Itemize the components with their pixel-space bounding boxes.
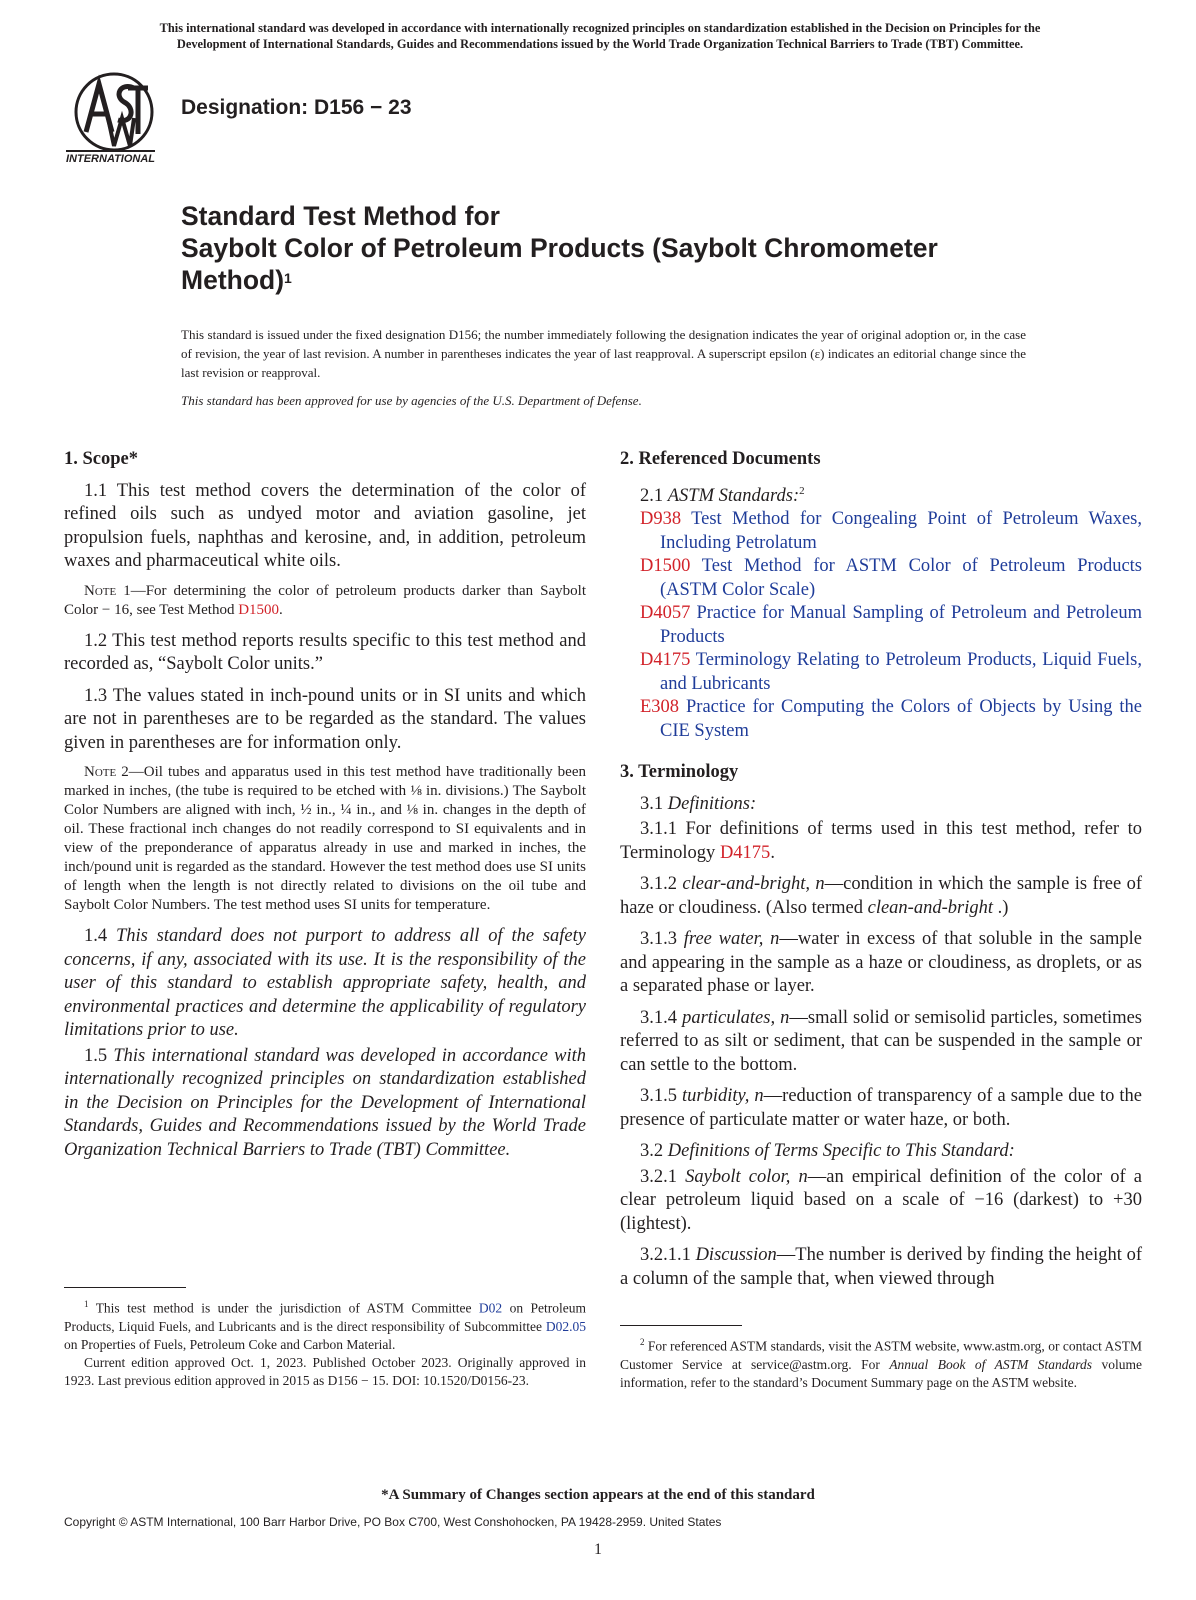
section-referenced-documents-heading: 2. Referenced Documents [620, 449, 821, 469]
title-footnote-mark[interactable]: 1 [284, 270, 292, 286]
link-d1500[interactable]: D1500 [238, 601, 280, 618]
referenced-documents-list [620, 508, 1142, 743]
reference-item[interactable]: D4175 Terminology Relating to Petroleum Products, Liquid Fuels, and Lubricants [640, 650, 1142, 694]
top-notice [60, 20, 1140, 52]
paragraph-1-1: 1.1 This test method covers the determination of the color of refined oils such as undyed motor and aviation gasoline, jet propulsion fuels, naphthas and kerosine, and, in addition, petroleum waxes and pharmaceutical white oils. [64, 480, 586, 571]
reference-item[interactable]: E308 Practice for Computing the Colors of Objects by Using the CIE System [640, 697, 1142, 741]
left-column [64, 448, 586, 1170]
dod-approval-note: This standard has been approved for use by agencies of the U.S. Department of Defense. [181, 393, 642, 408]
paragraph-3-1-1: 3.1.1 For definitions of terms used in this test method, refer to Terminology D4175. [620, 819, 1142, 863]
astm-logo [64, 70, 172, 168]
reference-item[interactable]: D938 Test Method for Congealing Point of Petroleum Waxes, Including Petrolatum [640, 509, 1143, 553]
paragraph-3-1: 3.1 Definitions: [640, 793, 757, 814]
paragraph-1-5: 1.5 This international standard was developed in accordance with internationally recognized principles on standardization established in the Decision on Principles for the Development of International Standards, Guides and Recommendations issued by the World Trade Organization Technical Barriers to Trade (TBT) Committee. [64, 1045, 587, 1160]
note-2: Note 2—Oil tubes and apparatus used in this test method have traditionally been marked in inches, (the tube is required to be etched with ⅛ in. divisions.) The Saybolt Color Numbers are aligned with inch, ½ in., ¼ in., and ⅛ in. changes in the depth of oil. These fractional inch changes do not readily correspond to SI equivalents and in view of the preponderance of apparatus already in use and marked in inches, the inch/pound unit is regarded as the standard. However the test method does use SI units of length when the length is not directly related to divisions on the oil tube and Saybolt Color Numbers. The test method uses SI units for temperature. [64, 764, 586, 913]
astm-standards-subheading: 2.1 ASTM Standards:$^2$ [640, 484, 805, 506]
footnote-2: $^2$ For referenced ASTM standards, visit the ASTM website, www.astm.org, or contact ASTM Customer Service at service@astm.org. For Annual Book of ASTM Standards volume information, refer to the standard’s Document Summary page on the ASTM website. [620, 1337, 1142, 1390]
notice-line-1: This international standard was developed in accordance with internationally recognized principles on standardization established in the Decision on Principles for the [159, 21, 1041, 35]
paragraph-3-1-5: 3.1.5 turbidity, n—reduction of transparency of a sample due to the presence of particulate matter or water haze, or both. [620, 1086, 1143, 1130]
link-d02[interactable]: D02 [478, 1300, 503, 1316]
footnote-rule-left [64, 1287, 186, 1288]
note-1: Note 1—For determining the color of petroleum products darker than Saybolt Color − 16, see Test Method D1500. [64, 582, 586, 618]
title-line-2: Saybolt Color of Petroleum Products (Saybolt Chromometer [181, 233, 938, 263]
paragraph-1-3: 1.3 The values stated in inch-pound units or in SI units and which are not in parentheses are to be regarded as the standard. The values given in parentheses are for information only. [64, 685, 586, 753]
summary-of-changes-note: *A Summary of Changes section appears at the end of this standard [381, 1487, 815, 1503]
logo-text: INTERNATIONAL [66, 150, 155, 165]
paragraph-3-2-1-1: 3.2.1.1 Discussion—The number is derived by finding the height of a column of the sample that, when viewed through [620, 1245, 1143, 1289]
paragraph-3-2: 3.2 Definitions of Terms Specific to This Standard: [640, 1141, 1015, 1162]
paragraph-3-2-1: 3.2.1 Saybolt color, n—an empirical definition of the color of a clear petroleum liquid based on a scale of −16 (darkest) to +30 (lightest). [620, 1166, 1142, 1234]
paragraph-3-1-4: 3.1.4 particulates, n—small solid or semisolid particles, sometimes referred to as silt or sediment, that can be suspended in the sample or can settle to the bottom. [620, 1007, 1143, 1075]
page-number: 1 [594, 1541, 602, 1558]
section-scope-heading: 1. Scope* [64, 449, 138, 469]
designation: Designation: D156 − 23 [181, 96, 412, 119]
title-line-1: Standard Test Method for [181, 201, 500, 231]
paragraph-3-1-2: 3.1.2 clear-and-bright, n—condition in which the sample is free of haze or cloudiness. (Also termed clean-and-bright .) [620, 874, 1143, 918]
reference-item[interactable]: D1500 Test Method for ASTM Color of Petroleum Products (ASTM Color Scale) [640, 556, 1142, 600]
paragraph-1-2: 1.2 This test method reports results specific to this test method and recorded as, “Saybolt Color units.” [64, 630, 586, 674]
copyright-line: Copyright © ASTM International, 100 Barr Harbor Drive, PO Box C700, West Conshohocken, PA 19428-2959. United States [64, 1515, 722, 1529]
section-terminology-heading: 3. Terminology [620, 762, 739, 783]
title-line-3: Method) [181, 265, 285, 295]
paragraph-3-1-3: 3.1.3 free water, n—water in excess of that soluble in the sample and appearing in the sample as a haze or cloudiness, as droplets, or as a separated phase or layer. [620, 929, 1142, 997]
issuance-note: This standard is issued under the fixed designation D156; the number immediately following the designation indicates the year of original adoption or, in the case of revision, the year of last revision. A number in parentheses indicates the year of last reapproval. A superscript epsilon (ε) indicates an editorial change since the last revision or reapproval. [181, 327, 1026, 380]
footnote-1: $^1$ This test method is under the jurisdiction of ASTM Committee D02 on Petroleum Products, Liquid Fuels, and Lubricants and is the direct responsibility of Subcommittee D02.05 on Properties of Fuels, Petroleum Coke and Carbon Material. Current edition approved Oct. 1, 2023. Published October 2023. Originally approved in 1923. Last previous edition approved in 2015 as D156 − 15. DOI: 10.1520/D0156-23. [64, 1299, 586, 1388]
right-column [620, 448, 1142, 1299]
paragraph-1-4: 1.4 This standard does not purport to address all of the safety concerns, if any, associated with its use. It is the responsibility of the user of this standard to establish appropriate safety, health, and environmental practices and determine the applicability of regulatory limitations prior to use. [64, 926, 586, 1040]
document-title [181, 200, 1081, 296]
link-d4175[interactable]: D4175 [719, 842, 771, 863]
link-d02-05[interactable]: D02.05 [545, 1318, 586, 1334]
notice-line-2: Development of International Standards, Guides and Recommendations issued by the World Trade Organization Technical Barriers to Trade (TBT) Committee. [176, 37, 1024, 51]
footnote-rule-right [620, 1325, 742, 1326]
reference-item[interactable]: D4057 Practice for Manual Sampling of Petroleum and Petroleum Products [640, 603, 1142, 647]
